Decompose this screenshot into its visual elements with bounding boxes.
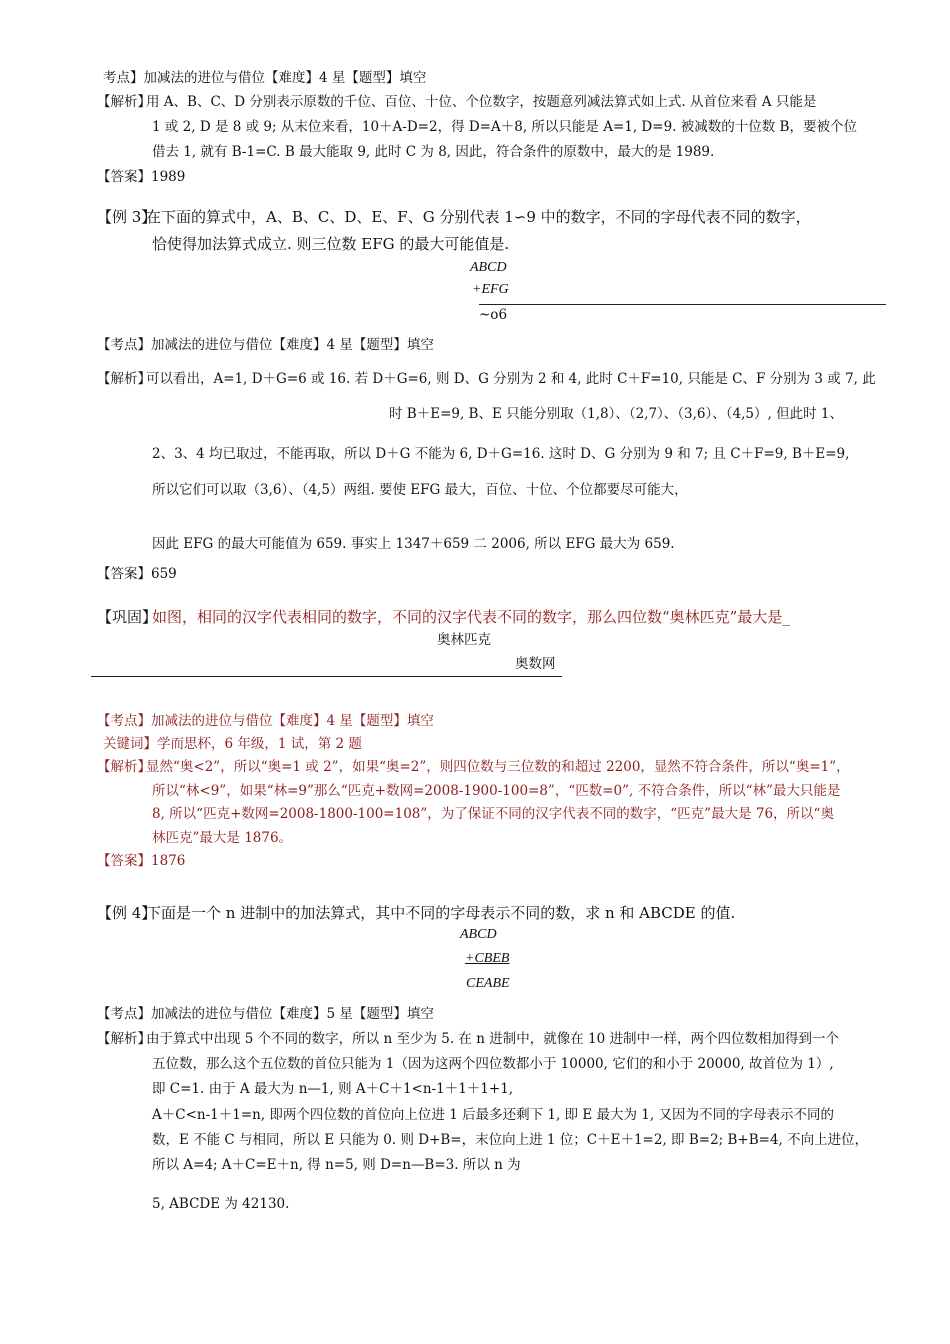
jiexi-text: 所以“林<9”，如果“林=9”那么“匹克+数网=2008-1900-100=8”，“匹数=0”, 不符合条件，所以“林”最大只能是 (152, 783, 841, 799)
equation-result: CEABE (466, 976, 510, 991)
jiexi-text: 五位数，那么这个五位数的首位只能为 1（因为这两个四位数都小于 10000, 它们的和小于 20000, 故首位为 1）, (152, 1056, 834, 1072)
jiexi-text: 用 A、B、C、D 分别表示原数的千位、百位、十位、个位数字，按题意列减法算式如上式. 从首位来看 A 只能是 (146, 94, 817, 110)
question-text: 恰使得加法算式成立. 则三位数 EFG 的最大可能值是. (152, 235, 510, 253)
answer-line: 【答案】659 (97, 566, 177, 582)
jiexi-text: 2、3、4 均已取过，不能再取，所以 D＋G 不能为 6, D＋G=16. 这时 D、G 分别为 9 和 7; 且 C＋F=9, B＋E=9, (152, 446, 850, 462)
equation-rule (479, 304, 886, 305)
jiexi-text: 即 C=1. 由于 A 最大为 n—1, 则 A＋C＋1<n-1＋1＋1+1, (152, 1081, 514, 1097)
jiexi-text: 林匹克”最大是 1876。 (152, 830, 293, 846)
answer-line: 【答案】1876 (97, 853, 186, 869)
jiexi-text: 时 B＋E=9, B、E 只能分别取（1,8）、（2,7）、（3,6）、（4,5）, 但此时 1、 (389, 406, 843, 422)
kaodian-line: 【考点】加减法的进位与借位【难度】4 星【题型】填空 (97, 337, 434, 353)
example-label: 【例 4】 (97, 904, 157, 922)
gonggu-label: 【巩固】 (97, 608, 158, 626)
jiexi-text: 5, ABCDE 为 42130. (152, 1196, 290, 1212)
question-text: 下面是一个 n 进制中的加法算式，其中不同的字母表示不同的数，求 n 和 ABCDE 的值. (146, 904, 736, 922)
equation-line: +CBEB (465, 951, 510, 966)
jiexi-text: 因此 EFG 的最大可能值为 659. 事实上 1347＋659 二 2006, 所以 EFG 最大为 659. (152, 536, 675, 552)
equation-line: ABCD (470, 260, 507, 275)
jiexi-text: A＋C<n-1＋1=n, 即两个四位数的首位向上位进 1 后最多还剩下 1, 即 E 最大为 1, 又因为不同的字母表示不同的 (152, 1107, 834, 1123)
jiexi-label: 【解析】 (97, 759, 151, 775)
jiexi-text: 显然“奥<2”，所以“奥=1 或 2”，如果“奥=2”，则四位数与三位数的和超过 2200，显然不符合条件，所以“奥=1”， (146, 759, 850, 775)
jiexi-label: 【解析】 (97, 94, 151, 110)
kaodian-line: 考点】加减法的进位与借位【难度】4 星【题型】填空 (103, 70, 427, 86)
keywords-line: 关键词】学而思杯，6 年级，1 试，第 2 题 (103, 736, 362, 752)
jiexi-label: 【解析】 (97, 371, 151, 387)
question-text: 在下面的算式中，A、B、C、D、E、F、G 分别代表 1∽9 中的数字，不同的字母代表不同的数字， (146, 208, 811, 226)
question-text: 如图，相同的汉字代表相同的数字，不同的汉字代表不同的数字，那么四位数“奥林匹克”最大是_ (152, 608, 790, 626)
equation-line: +EFG (472, 282, 509, 297)
equation-rule (91, 676, 562, 677)
kaodian-line: 【考点】加减法的进位与借位【难度】5 星【题型】填空 (97, 1006, 434, 1022)
kaodian-line: 【考点】加减法的进位与借位【难度】4 星【题型】填空 (97, 713, 434, 729)
jiexi-label: 【解析】 (97, 1031, 151, 1047)
example-label: 【例 3】 (97, 208, 157, 226)
jiexi-text: 1 或 2, D 是 8 或 9; 从末位来看，10＋A-D=2，得 D=A＋8, 所以只能是 A=1, D=9. 被减数的十位数 B，要被个位 (152, 119, 857, 135)
jiexi-text: 8, 所以“匹克+数网=2008-1800-100=108”，为了保证不同的汉字代表不同的数字，“匹克”最大是 76，所以“奥 (152, 806, 834, 822)
jiexi-text: 由于算式中出现 5 个不同的数字，所以 n 至少为 5. 在 n 进制中，就像在 10 进制中一样，两个四位数相加得到一个 (146, 1031, 839, 1047)
jiexi-text: 所以 A=4; A＋C=E＋n, 得 n=5, 则 D=n—B=3. 所以 n 为 (152, 1157, 521, 1173)
equation-line: 奥数网 (515, 656, 556, 672)
equation-result: ~o6 (479, 307, 508, 323)
jiexi-text: 可以看出，A=1, D＋G=6 或 16. 若 D＋G=6, 则 D、G 分别为 2 和 4, 此时 C＋F=10, 只能是 C、F 分别为 3 或 7, 此 (146, 371, 876, 387)
jiexi-text: 所以它们可以取（3,6）、（4,5）两组. 要使 EFG 最大，百位、十位、个位都要尽可能大， (152, 482, 688, 498)
jiexi-text: 数，E 不能 C 与相同，所以 E 只能为 0. 则 D+B=，末位向上进 1 位；C＋E＋1=2, 即 B=2; B+B=4, 不向上进位， (152, 1132, 869, 1148)
answer-line: 【答案】1989 (97, 169, 186, 185)
equation-line: ABCD (460, 927, 497, 942)
jiexi-text: 借去 1, 就有 B-1=C. B 最大能取 9, 此时 C 为 8, 因此，符合条件的原数中，最大的是 1989. (152, 144, 715, 160)
equation-line: 奥林匹克 (437, 632, 491, 648)
